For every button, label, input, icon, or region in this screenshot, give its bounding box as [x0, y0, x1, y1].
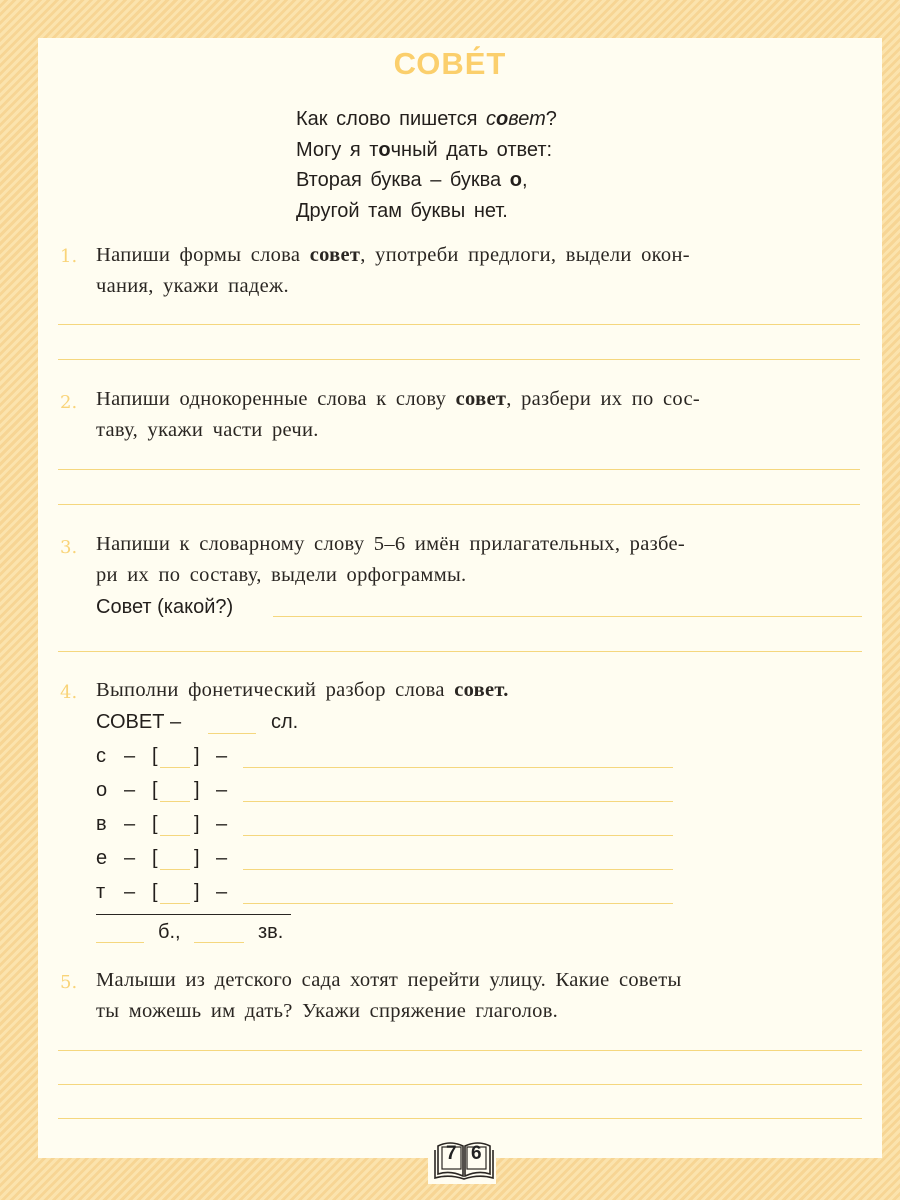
answer-line-5-2[interactable]: [58, 1084, 862, 1085]
sound-description-line[interactable]: [243, 903, 673, 904]
dash: –: [124, 745, 136, 767]
task-4-text: [96, 675, 864, 706]
open-book-icon: [434, 1140, 494, 1180]
syllables-count-blank[interactable]: [208, 733, 256, 734]
letter: с: [96, 745, 106, 767]
sound-transcription-blank[interactable]: [160, 869, 190, 870]
task-1-number: 1.: [60, 246, 78, 267]
poem-word: с: [486, 108, 497, 130]
task-keyword: совет: [455, 388, 507, 410]
bracket-open: [: [152, 779, 158, 801]
task-text: , употреби предлоги, выдели окон-: [360, 244, 690, 266]
sound-transcription-blank[interactable]: [160, 903, 190, 904]
bracket-open: [: [152, 881, 158, 903]
task-1-text: [96, 240, 864, 302]
letters-count-blank[interactable]: [96, 942, 144, 943]
letter: т: [96, 881, 106, 903]
page-number-digit-2: 6: [471, 1143, 482, 1164]
task-text: ри их по составу, выдели орфограммы.: [96, 564, 467, 586]
sound-description-line[interactable]: [243, 835, 673, 836]
bracket-close: ]: [194, 847, 200, 869]
sound-description-line[interactable]: [243, 767, 673, 768]
task-keyword: совет.: [454, 679, 509, 701]
syllables-suffix: сл.: [271, 711, 299, 733]
page-number-digit-1: 7: [446, 1143, 457, 1164]
poem-line-4: Другой там буквы нет.: [296, 199, 508, 222]
sound-transcription-blank[interactable]: [160, 835, 190, 836]
poem-text: Вторая буква – буква: [296, 169, 510, 191]
poem-text: ,: [521, 169, 528, 191]
page-number-badge: [428, 1136, 496, 1184]
task-text: таву, укажи части речи.: [96, 419, 319, 441]
dash: –: [124, 813, 136, 835]
task-3-prompt: Совет (какой?): [96, 596, 234, 618]
answer-line-3-1[interactable]: [273, 616, 862, 617]
sound-description-line[interactable]: [243, 801, 673, 802]
task-3-text: [96, 529, 864, 591]
task-text: Малыши из детского сада хотят перейти улицу. Какие советы: [96, 969, 682, 991]
answer-line-5-3[interactable]: [58, 1118, 862, 1119]
bracket-close: ]: [194, 779, 200, 801]
poem-text: Как слово пишется: [296, 108, 487, 130]
poem-bold-letter: о: [378, 138, 391, 161]
poem-word: вет: [508, 108, 546, 130]
task-text: Напиши формы слова: [96, 244, 310, 266]
poem-line-3: [296, 165, 557, 196]
answer-line-1-2[interactable]: [58, 359, 860, 360]
dash: –: [216, 847, 228, 869]
task-2-text: [96, 384, 864, 446]
bracket-open: [: [152, 813, 158, 835]
task-5-number: 5.: [60, 972, 78, 993]
dash: –: [124, 779, 136, 801]
dash: –: [124, 881, 136, 903]
summary-divider: [96, 914, 291, 915]
poem-text: ?: [545, 108, 557, 130]
letters-count-suffix: б.,: [158, 921, 181, 943]
poem-text: Могу я т: [296, 138, 379, 161]
poem-line-1: [296, 104, 557, 135]
sounds-count-blank[interactable]: [194, 942, 244, 943]
dash: –: [216, 813, 228, 835]
answer-line-5-1[interactable]: [58, 1050, 862, 1051]
dash: –: [216, 779, 228, 801]
dash: –: [216, 745, 228, 767]
page-title: СОВЕ́Т: [393, 46, 507, 81]
task-5-text: [96, 965, 864, 1027]
letter: е: [96, 847, 108, 869]
letter: в: [96, 813, 107, 835]
letter: о: [96, 779, 108, 801]
dash: –: [216, 881, 228, 903]
task-text: Напиши однокоренные слова к слову: [96, 388, 456, 410]
poem-bold-letter: о: [509, 169, 522, 191]
answer-line-3-2[interactable]: [58, 651, 862, 652]
bracket-open: [: [152, 847, 158, 869]
poem: [296, 104, 557, 226]
sounds-count-suffix: зв.: [258, 921, 284, 943]
answer-line-2-2[interactable]: [58, 504, 860, 505]
sound-transcription-blank[interactable]: [160, 801, 190, 802]
poem-bold-letter: о: [496, 108, 509, 130]
bracket-close: ]: [194, 745, 200, 767]
task-4-number: 4.: [60, 682, 78, 703]
task-keyword: совет: [309, 244, 361, 266]
bracket-open: [: [152, 745, 158, 767]
task-text: Выполни фонетический разбор слова: [96, 679, 455, 701]
bracket-close: ]: [194, 881, 200, 903]
task-text: чания, укажи падеж.: [96, 275, 289, 297]
task-2-number: 2.: [60, 392, 78, 413]
sound-transcription-blank[interactable]: [160, 767, 190, 768]
answer-line-2-1[interactable]: [58, 469, 860, 470]
poem-line-2: [296, 135, 557, 166]
task-text: ты можешь им дать? Укажи спряжение глаголов.: [96, 1000, 559, 1022]
poem-text: чный дать ответ:: [390, 138, 553, 161]
bracket-close: ]: [194, 813, 200, 835]
answer-line-1-1[interactable]: [58, 324, 860, 325]
task-text: Напиши к словарному слову 5–6 имён прилагательных, разбе-: [96, 533, 686, 555]
task-3-number: 3.: [60, 537, 78, 558]
task-text: , разбери их по сос-: [506, 388, 701, 410]
syllables-label: СОВЕТ –: [96, 711, 182, 733]
dash: –: [124, 847, 136, 869]
sound-description-line[interactable]: [243, 869, 673, 870]
